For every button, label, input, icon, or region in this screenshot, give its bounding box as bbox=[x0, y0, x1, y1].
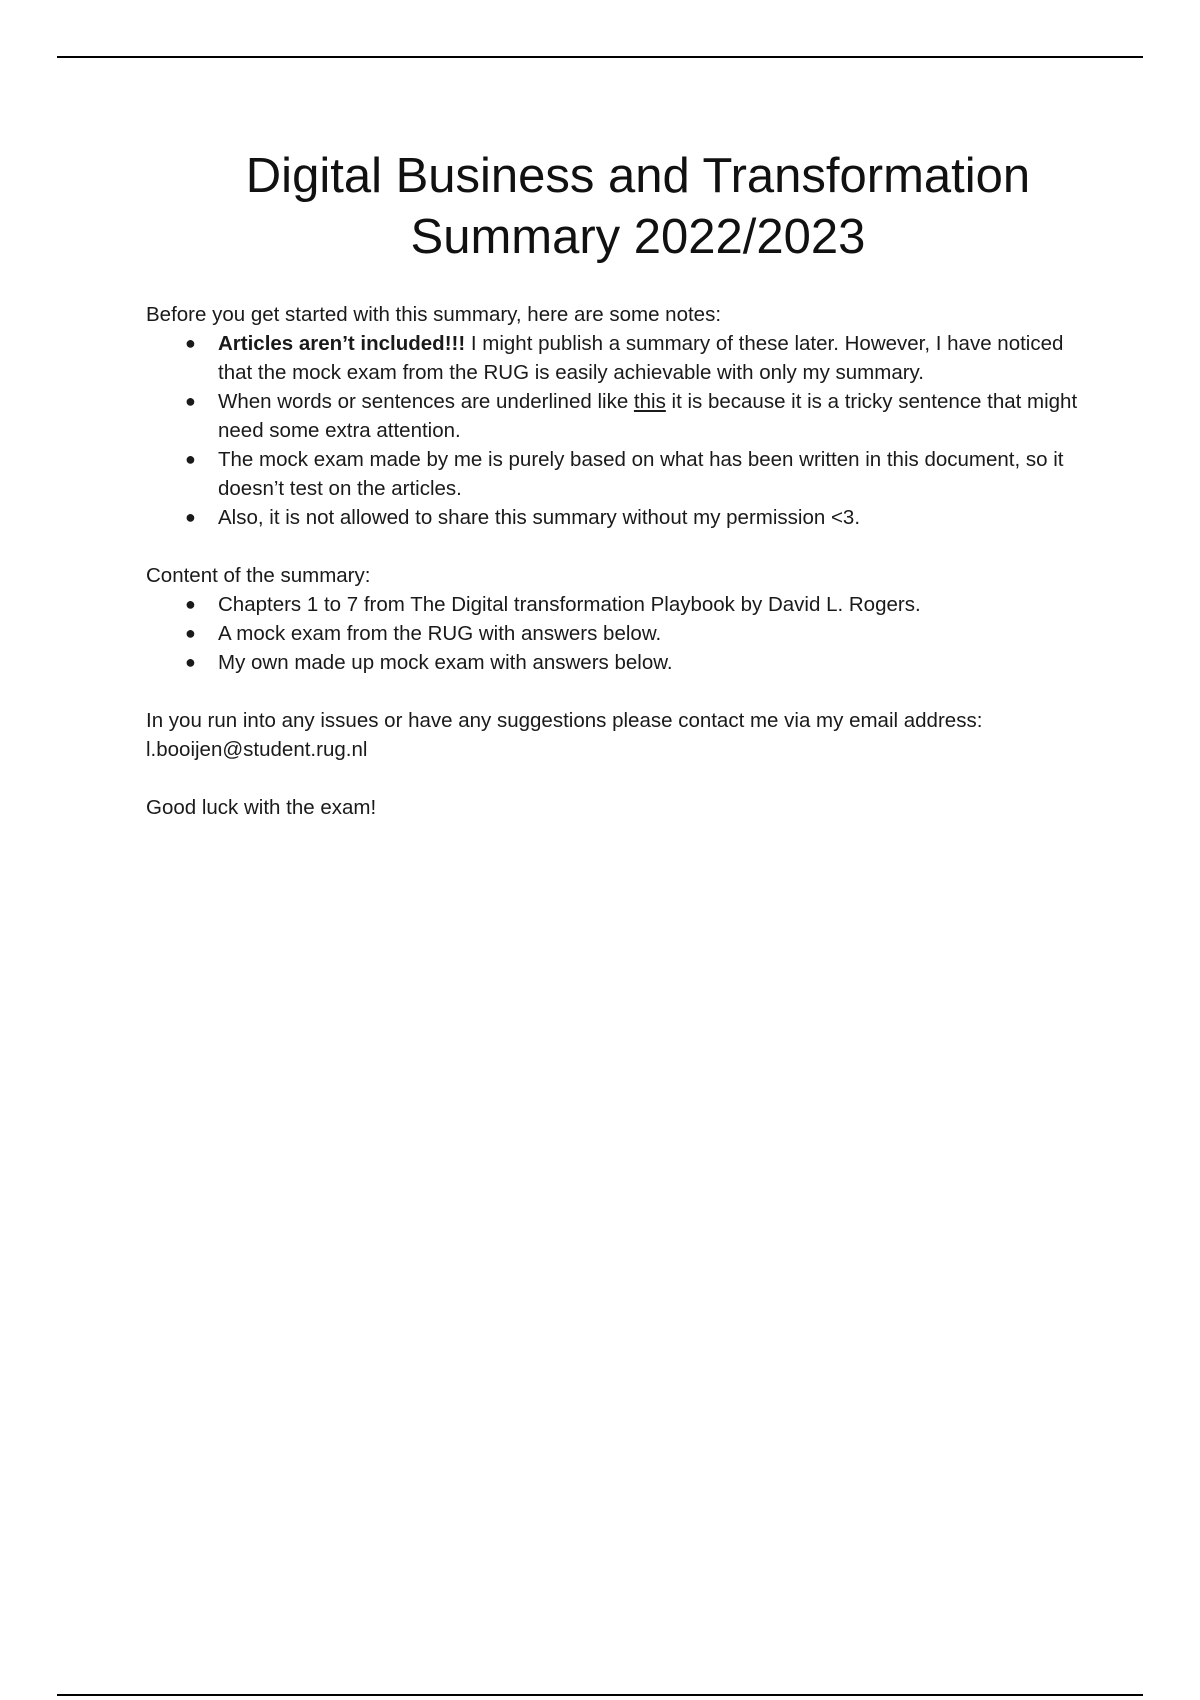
content-list bbox=[146, 590, 1096, 677]
list-item bbox=[146, 648, 1096, 677]
title-line-2: Summary 2022/2023 bbox=[410, 210, 866, 264]
bullet-icon: ● bbox=[185, 507, 196, 527]
document-body bbox=[146, 300, 1096, 822]
note-text: Also, it is not allowed to share this summary without my permission <3. bbox=[218, 506, 861, 529]
bottom-rule bbox=[57, 1694, 1143, 1696]
bullet-icon: ● bbox=[185, 333, 196, 353]
spacer bbox=[146, 677, 1096, 706]
note-text: The mock exam made by me is purely based on what has been written in this document, so it doesn’t test on the articles. bbox=[218, 448, 1064, 500]
bullet-icon: ● bbox=[185, 391, 196, 411]
list-item bbox=[146, 329, 1096, 387]
email-address: l.booijen@student.rug.nl bbox=[146, 738, 368, 761]
list-item bbox=[146, 387, 1096, 445]
intro-text: Before you get started with this summary, here are some notes: bbox=[146, 303, 722, 326]
content-heading: Content of the summary: bbox=[146, 564, 371, 587]
content-item-text: A mock exam from the RUG with answers below. bbox=[218, 622, 662, 645]
bullet-icon: ● bbox=[185, 449, 196, 469]
contact-text: In you run into any issues or have any suggestions please contact me via my email address: bbox=[146, 709, 983, 732]
spacer bbox=[146, 532, 1096, 561]
list-item bbox=[146, 445, 1096, 503]
top-rule bbox=[57, 56, 1143, 58]
note-bold-text: Articles aren’t included!!! bbox=[218, 332, 466, 355]
bullet-icon: ● bbox=[185, 652, 196, 672]
notes-list bbox=[146, 329, 1096, 532]
content-item-text: Chapters 1 to 7 from The Digital transformation Playbook by David L. Rogers. bbox=[218, 593, 921, 616]
bullet-icon: ● bbox=[185, 594, 196, 614]
spacer bbox=[146, 764, 1096, 793]
closing-text: Good luck with the exam! bbox=[146, 796, 377, 819]
list-item bbox=[146, 619, 1096, 648]
note-text: I might publish a summary of these later. However, I have noticed that the mock exam from the RUG is easily achievable with only my summary. bbox=[218, 332, 1064, 384]
underlined-example: this bbox=[633, 390, 666, 413]
page-title bbox=[0, 146, 1200, 268]
content-item-text: My own made up mock exam with answers below. bbox=[218, 651, 673, 674]
title-line-1: Digital Business and Transformation bbox=[245, 149, 1031, 203]
list-item bbox=[146, 590, 1096, 619]
note-text: When words or sentences are underlined like bbox=[218, 390, 634, 413]
note-text: it is because it is a tricky sentence that might need some extra attention. bbox=[218, 390, 1078, 442]
bullet-icon: ● bbox=[185, 623, 196, 643]
list-item bbox=[146, 503, 1096, 532]
